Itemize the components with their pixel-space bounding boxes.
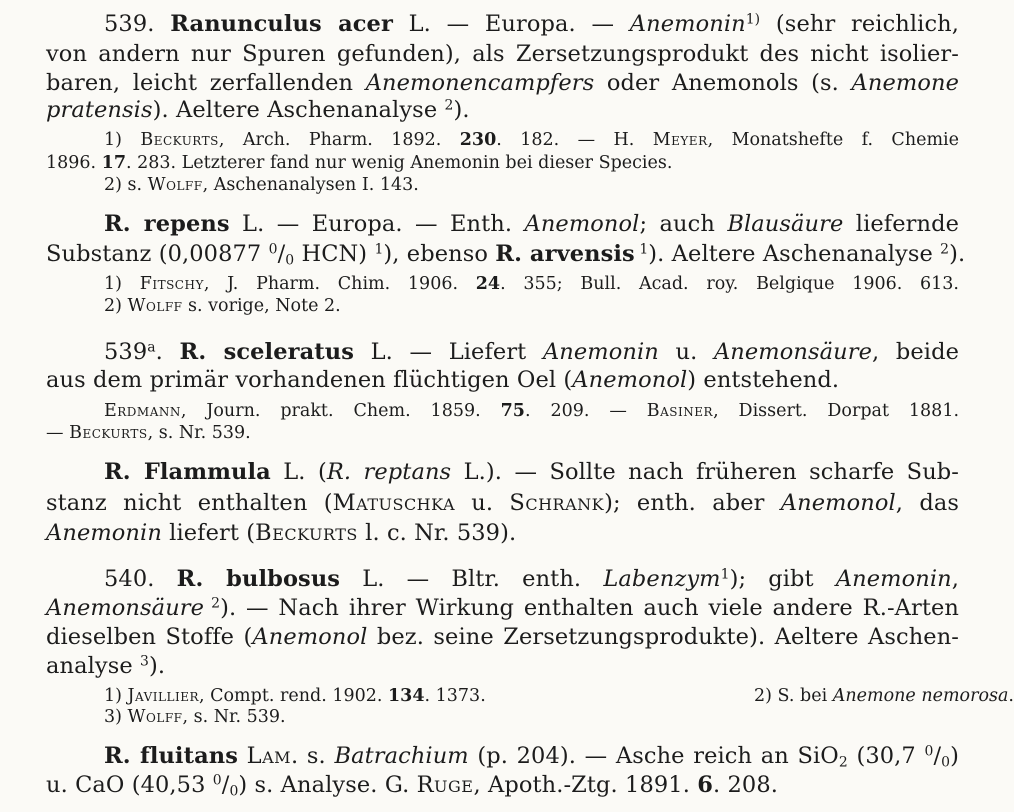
reference-539a-2: — Beckurts, s. Nr. 539. [46,423,251,443]
entry-repens-line-1: R. repens L. — Europa. — Enth. Anemonol; auch Blausäure liefernde [104,211,959,237]
entry-539a-line-2: aus dem primär vorhandenen flüchtigen Oel (Anemonol) entstehend. [46,367,840,393]
entry-540-line-3: dieselben Stoffe (Anemonol bez. seine Zersetzungsprodukte). Aeltere Aschen- [46,624,959,650]
footnote-539-1b: 1896. 17. 283. Letzterer fand nur wenig Anemonin bei dieser Species. [46,153,673,173]
entry-539-line-3: baren, leicht zerfallenden Anemonencampfers oder Anemonols (s. Anemone [46,70,959,96]
entry-repens-line-2: Substanz (0,00877 $^0/_0$ HCN) $^1$), ebenso R. arvensis $^1$). Aeltere Aschenanalyse $^2$). [46,241,966,269]
footnote-repens-2: 2) Wolff s. vorige, Note 2. [104,296,341,316]
footnote-539-2: 2) s. Wolff, Aschenanalysen I. 143. [104,175,419,195]
entry-fluitans-line-2: u. CaO (40,53 $^0/_0$) s. Analyse. G. Ruge, Apoth.-Ztg. 1891. 6. 208. [46,772,779,800]
entry-539-line-2: von andern nur Spuren gefunden), als Zersetzungsprodukt des nicht isolier- [46,41,959,67]
entry-539-line-1: 539. Ranunculus acer L. — Europa. — Anemonin$^{1)}$ (sehr reichlich, [104,11,960,37]
entry-539-line-4: pratensis). Aeltere Aschenanalyse $^2$). [46,97,470,123]
footnote-repens-1: 1) Fitschy, J. Pharm. Chim. 1906. 24. 355; Bull. Acad. roy. Belgique 1906. 613. [104,274,959,294]
entry-flammula-line-2: stanz nicht enthalten (Matuschka u. Schrank); enth. aber Anemonol, das [46,490,959,516]
footnote-539-1a: 1) Beckurts, Arch. Pharm. 1892. 230. 182. — H. Meyer, Monatshefte f. Chemie [104,130,959,150]
footnote-540-2: 2) S. bei Anemone nemorosa. [754,686,1014,706]
entry-flammula-line-1: R. Flammula L. (R. reptans L.). — Sollte nach früheren scharfe Sub- [104,459,959,485]
species-name: Ranunculus acer [170,11,393,37]
footnote-540-3: 3) Wolff, s. Nr. 539. [104,707,286,727]
footnote-540-1-2: 1) Javillier, Compt. rend. 1902. 134. 1373. 2) S. bei Anemone nemorosa. [104,686,1014,706]
entry-539a-line-1: 539$^a$. R. sceleratus L. — Liefert Anemonin u. Anemonsäure, beide [104,339,960,365]
entry-fluitans-line-1: R. fluitans Lam. s. Batrachium (p. 204). — Asche reich an SiO$_2$ (30,7 $^0/_0$) [104,743,959,771]
entry-540-line-2: Anemonsäure $^2$). — Nach ihrer Wirkung enthalten auch viele andere R.-Arten [46,595,959,621]
entry-540-line-4: analyse $^3$). [46,653,166,679]
entry-540-line-1: 540. R. bulbosus L. — Bltr. enth. Labenzym$^1$); gibt Anemonin, [104,566,960,592]
reference-539a-1: Erdmann, Journ. prakt. Chem. 1859. 75. 209. — Basiner, Dissert. Dorpat 1881. [104,401,960,421]
entry-flammula-line-3: Anemonin liefert (Beckurts l. c. Nr. 539). [46,520,517,546]
